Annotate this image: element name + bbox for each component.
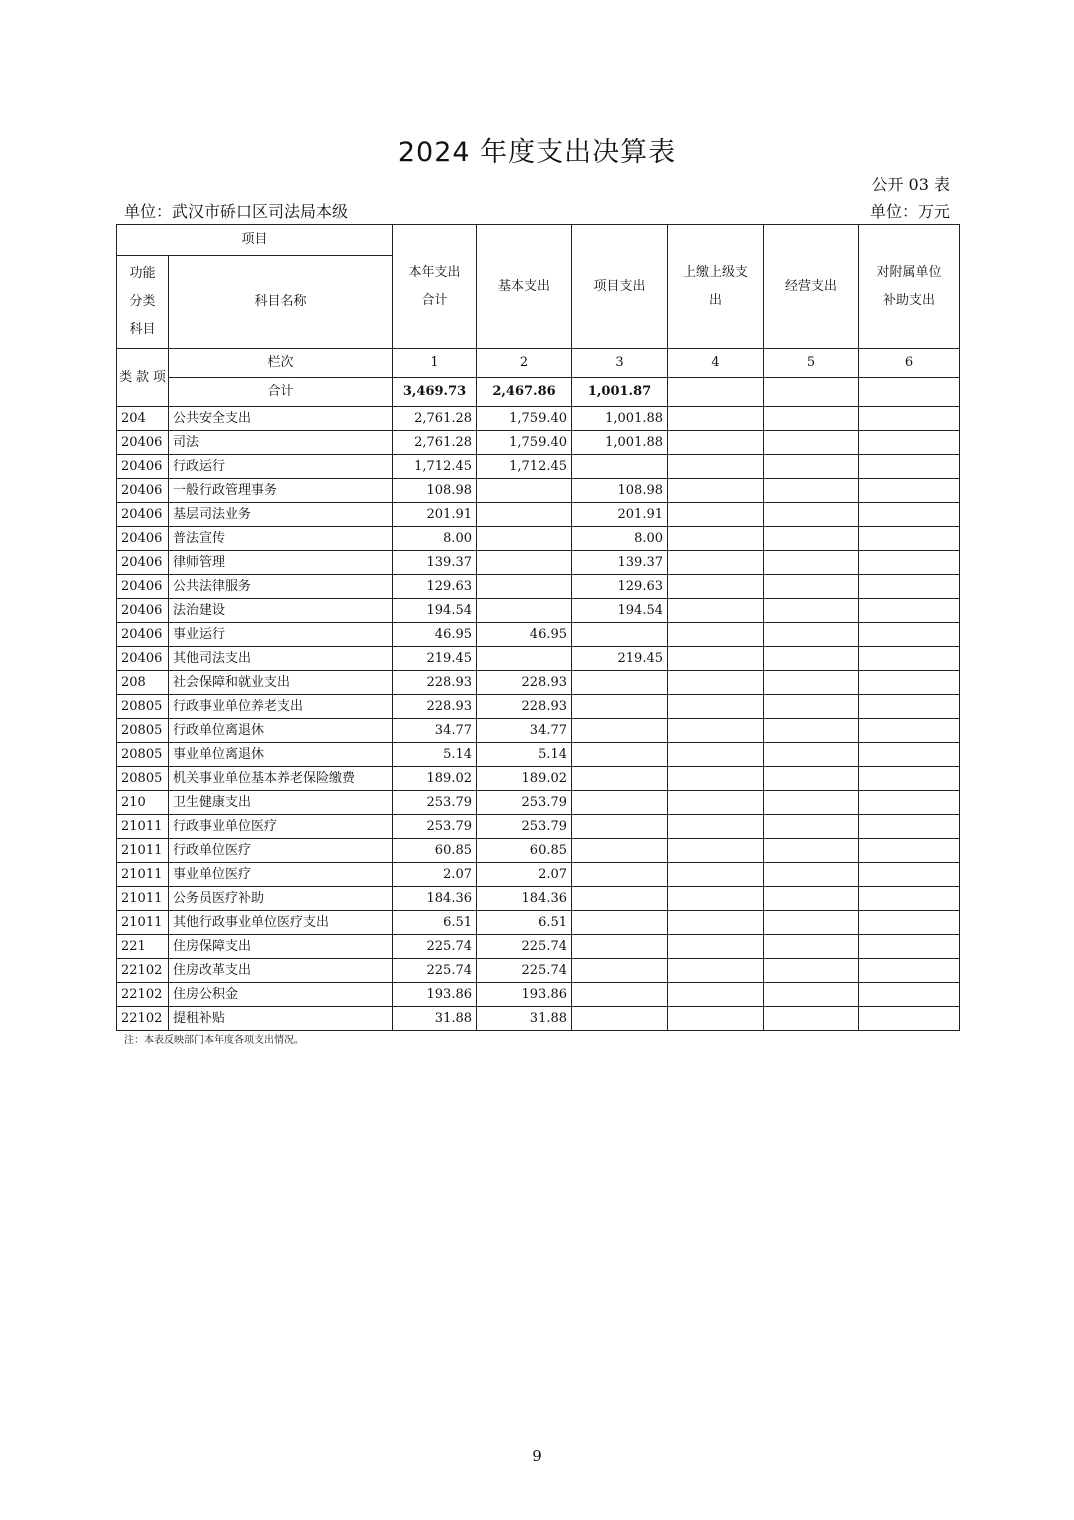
subsidiary-subsidy [859, 959, 960, 983]
project-expenditure: 139.37 [572, 551, 668, 575]
upper-remit-expenditure [668, 527, 764, 551]
total-expenditure: 1,712.45 [393, 455, 477, 479]
table-row [117, 1007, 960, 1031]
table-row [117, 455, 960, 479]
subject-code: 208 [117, 671, 169, 695]
basic-expenditure: 225.74 [477, 959, 572, 983]
basic-expenditure [477, 551, 572, 575]
total-expenditure: 194.54 [393, 599, 477, 623]
subject-code: 20406 [117, 599, 169, 623]
table-row [117, 551, 960, 575]
col5-header: 经营支出 [764, 225, 859, 349]
total-expenditure: 184.36 [393, 887, 477, 911]
subject-code: 21011 [117, 863, 169, 887]
project-expenditure [572, 791, 668, 815]
subject-name: 公共法律服务 [169, 575, 393, 599]
upper-remit-expenditure [668, 959, 764, 983]
subsidiary-subsidy [859, 743, 960, 767]
operating-expenditure [764, 695, 859, 719]
upper-remit-expenditure [668, 455, 764, 479]
subsidiary-subsidy [859, 503, 960, 527]
table-row [117, 503, 960, 527]
func-class-line2: 分类 [129, 294, 156, 309]
table-row [117, 815, 960, 839]
total-expenditure: 34.77 [393, 719, 477, 743]
operating-expenditure [764, 815, 859, 839]
operating-expenditure [764, 983, 859, 1007]
xiang-label: 项 [152, 369, 166, 385]
table-row [117, 575, 960, 599]
col4-header-line2: 出 [709, 292, 723, 308]
project-expenditure [572, 839, 668, 863]
subject-name: 行政事业单位医疗 [169, 815, 393, 839]
subsidiary-subsidy [859, 839, 960, 863]
basic-expenditure: 189.02 [477, 767, 572, 791]
total-expenditure: 5.14 [393, 743, 477, 767]
operating-expenditure [764, 623, 859, 647]
subsidiary-subsidy [859, 911, 960, 935]
subsidiary-subsidy [859, 623, 960, 647]
operating-expenditure [764, 503, 859, 527]
subsidiary-subsidy [859, 935, 960, 959]
basic-expenditure: 253.79 [477, 815, 572, 839]
total-c5 [764, 378, 859, 407]
col-index-2: 2 [477, 349, 572, 378]
class-levels-header [117, 349, 169, 407]
subject-code: 22102 [117, 959, 169, 983]
subject-name: 机关事业单位基本养老保险缴费 [169, 767, 393, 791]
subsidiary-subsidy [859, 791, 960, 815]
total-expenditure: 139.37 [393, 551, 477, 575]
operating-expenditure [764, 407, 859, 431]
func-class-header [117, 256, 169, 349]
col-index-6: 6 [859, 349, 960, 378]
operating-expenditure [764, 455, 859, 479]
col-index-4: 4 [668, 349, 764, 378]
upper-remit-expenditure [668, 743, 764, 767]
upper-remit-expenditure [668, 479, 764, 503]
subject-name: 律师管理 [169, 551, 393, 575]
total-label: 合计 [169, 378, 393, 407]
col6-header-line2: 补助支出 [883, 292, 936, 308]
basic-expenditure: 228.93 [477, 671, 572, 695]
operating-expenditure [764, 647, 859, 671]
subject-name: 行政事业单位养老支出 [169, 695, 393, 719]
project-expenditure: 1,001.88 [572, 431, 668, 455]
subject-name: 其他行政事业单位医疗支出 [169, 911, 393, 935]
upper-remit-expenditure [668, 575, 764, 599]
subject-name: 基层司法业务 [169, 503, 393, 527]
upper-remit-expenditure [668, 623, 764, 647]
table-row [117, 983, 960, 1007]
upper-remit-expenditure [668, 431, 764, 455]
page-title: 2024 年度支出决算表 [397, 137, 677, 168]
total-expenditure: 2.07 [393, 863, 477, 887]
project-expenditure [572, 815, 668, 839]
subject-name: 住房保障支出 [169, 935, 393, 959]
project-expenditure [572, 695, 668, 719]
lanci-label: 栏次 [169, 349, 393, 378]
table-row [117, 647, 960, 671]
operating-expenditure [764, 479, 859, 503]
subject-name: 社会保障和就业支出 [169, 671, 393, 695]
subject-code: 20805 [117, 743, 169, 767]
total-c1: 3,469.73 [393, 378, 477, 407]
upper-remit-expenditure [668, 839, 764, 863]
operating-expenditure [764, 887, 859, 911]
col4-header [668, 225, 764, 349]
subsidiary-subsidy [859, 863, 960, 887]
basic-expenditure: 60.85 [477, 839, 572, 863]
subject-code: 20406 [117, 455, 169, 479]
upper-remit-expenditure [668, 791, 764, 815]
operating-expenditure [764, 527, 859, 551]
total-expenditure: 31.88 [393, 1007, 477, 1031]
subject-name: 行政运行 [169, 455, 393, 479]
upper-remit-expenditure [668, 695, 764, 719]
project-expenditure [572, 743, 668, 767]
subsidiary-subsidy [859, 887, 960, 911]
subject-code: 22102 [117, 1007, 169, 1031]
operating-expenditure [764, 959, 859, 983]
subject-name: 事业单位医疗 [169, 863, 393, 887]
subject-code: 21011 [117, 911, 169, 935]
operating-expenditure [764, 575, 859, 599]
subject-name: 住房改革支出 [169, 959, 393, 983]
total-c3: 1,001.87 [572, 378, 668, 407]
total-expenditure: 201.91 [393, 503, 477, 527]
basic-expenditure: 193.86 [477, 983, 572, 1007]
project-expenditure [572, 935, 668, 959]
table-row [117, 863, 960, 887]
total-expenditure: 2,761.28 [393, 407, 477, 431]
basic-expenditure [477, 503, 572, 527]
subject-name: 一般行政管理事务 [169, 479, 393, 503]
table-row [117, 911, 960, 935]
subject-name: 公务员医疗补助 [169, 887, 393, 911]
kuan-label: 款 [135, 369, 149, 385]
subject-code: 221 [117, 935, 169, 959]
upper-remit-expenditure [668, 863, 764, 887]
project-header: 项目 [117, 225, 393, 256]
subject-name-header: 科目名称 [169, 256, 393, 349]
subject-code: 21011 [117, 887, 169, 911]
table-row [117, 407, 960, 431]
subsidiary-subsidy [859, 719, 960, 743]
project-expenditure: 129.63 [572, 575, 668, 599]
total-expenditure: 6.51 [393, 911, 477, 935]
basic-expenditure: 1,759.40 [477, 407, 572, 431]
upper-remit-expenditure [668, 1007, 764, 1031]
col2-header: 基本支出 [477, 225, 572, 349]
subject-name: 卫生健康支出 [169, 791, 393, 815]
basic-expenditure: 184.36 [477, 887, 572, 911]
operating-expenditure [764, 863, 859, 887]
upper-remit-expenditure [668, 551, 764, 575]
table-row [117, 743, 960, 767]
upper-remit-expenditure [668, 911, 764, 935]
upper-remit-expenditure [668, 935, 764, 959]
subject-code: 204 [117, 407, 169, 431]
basic-expenditure: 1,712.45 [477, 455, 572, 479]
project-expenditure [572, 623, 668, 647]
table-row [117, 527, 960, 551]
table-row [117, 791, 960, 815]
total-expenditure: 253.79 [393, 815, 477, 839]
subject-code: 21011 [117, 839, 169, 863]
total-c4 [668, 378, 764, 407]
subsidiary-subsidy [859, 551, 960, 575]
operating-expenditure [764, 743, 859, 767]
page-number: 9 [532, 1447, 542, 1465]
subject-code: 20406 [117, 479, 169, 503]
subsidiary-subsidy [859, 407, 960, 431]
total-expenditure: 193.86 [393, 983, 477, 1007]
project-expenditure [572, 959, 668, 983]
total-expenditure: 219.45 [393, 647, 477, 671]
subsidiary-subsidy [859, 1007, 960, 1031]
subsidiary-subsidy [859, 599, 960, 623]
basic-expenditure: 6.51 [477, 911, 572, 935]
subsidiary-subsidy [859, 815, 960, 839]
subject-name: 事业单位离退休 [169, 743, 393, 767]
reporting-unit: 单位：武汉市硚口区司法局本级 [124, 202, 349, 221]
total-expenditure: 189.02 [393, 767, 477, 791]
operating-expenditure [764, 599, 859, 623]
subsidiary-subsidy [859, 983, 960, 1007]
subsidiary-subsidy [859, 767, 960, 791]
subsidiary-subsidy [859, 671, 960, 695]
table-row [117, 935, 960, 959]
total-expenditure: 253.79 [393, 791, 477, 815]
col1-header [393, 225, 477, 349]
table-note: 注：本表反映部门本年度各项支出情况。 [124, 1035, 304, 1046]
total-c6 [859, 378, 960, 407]
subject-name: 行政单位医疗 [169, 839, 393, 863]
func-class-line3: 科目 [129, 322, 156, 337]
basic-expenditure: 225.74 [477, 935, 572, 959]
total-expenditure: 108.98 [393, 479, 477, 503]
total-c2: 2,467.86 [477, 378, 572, 407]
col6-header [859, 225, 960, 349]
table-row [117, 431, 960, 455]
operating-expenditure [764, 719, 859, 743]
subject-code: 20406 [117, 575, 169, 599]
col-index-1: 1 [393, 349, 477, 378]
currency-unit: 单位：万元 [869, 202, 950, 221]
basic-expenditure: 1,759.40 [477, 431, 572, 455]
basic-expenditure [477, 575, 572, 599]
subject-code: 20805 [117, 767, 169, 791]
operating-expenditure [764, 791, 859, 815]
subsidiary-subsidy [859, 431, 960, 455]
total-expenditure: 228.93 [393, 695, 477, 719]
project-expenditure [572, 1007, 668, 1031]
upper-remit-expenditure [668, 887, 764, 911]
project-expenditure [572, 671, 668, 695]
subject-name: 司法 [169, 431, 393, 455]
col-index-3: 3 [572, 349, 668, 378]
upper-remit-expenditure [668, 719, 764, 743]
table-row [117, 767, 960, 791]
basic-expenditure [477, 479, 572, 503]
subject-name: 事业运行 [169, 623, 393, 647]
basic-expenditure: 228.93 [477, 695, 572, 719]
expenditure-table [116, 224, 960, 1031]
subsidiary-subsidy [859, 527, 960, 551]
operating-expenditure [764, 767, 859, 791]
form-number: 公开 03 表 [871, 175, 950, 194]
operating-expenditure [764, 431, 859, 455]
col1-header-line2: 合计 [421, 292, 448, 308]
subject-code: 20406 [117, 551, 169, 575]
operating-expenditure [764, 935, 859, 959]
project-expenditure [572, 911, 668, 935]
subject-name: 住房公积金 [169, 983, 393, 1007]
project-expenditure: 201.91 [572, 503, 668, 527]
subsidiary-subsidy [859, 695, 960, 719]
table-row [117, 479, 960, 503]
col4-header-line1: 上缴上级支 [683, 264, 749, 280]
func-class-line1: 功能 [129, 266, 156, 281]
project-expenditure: 194.54 [572, 599, 668, 623]
table-row [117, 599, 960, 623]
basic-expenditure: 31.88 [477, 1007, 572, 1031]
total-expenditure: 2,761.28 [393, 431, 477, 455]
subject-code: 20805 [117, 695, 169, 719]
col1-header-line1: 本年支出 [408, 264, 461, 280]
table-row [117, 839, 960, 863]
subject-name: 提租补贴 [169, 1007, 393, 1031]
total-expenditure: 129.63 [393, 575, 477, 599]
subject-name: 法治建设 [169, 599, 393, 623]
subject-name: 其他司法支出 [169, 647, 393, 671]
operating-expenditure [764, 551, 859, 575]
project-expenditure [572, 863, 668, 887]
table-row [117, 887, 960, 911]
total-expenditure: 225.74 [393, 959, 477, 983]
operating-expenditure [764, 911, 859, 935]
project-expenditure: 8.00 [572, 527, 668, 551]
subject-code: 20406 [117, 431, 169, 455]
upper-remit-expenditure [668, 407, 764, 431]
subject-code: 22102 [117, 983, 169, 1007]
col6-header-line1: 对附属单位 [876, 264, 942, 280]
col3-header: 项目支出 [572, 225, 668, 349]
col-index-5: 5 [764, 349, 859, 378]
basic-expenditure: 2.07 [477, 863, 572, 887]
operating-expenditure [764, 1007, 859, 1031]
total-expenditure: 8.00 [393, 527, 477, 551]
total-expenditure: 228.93 [393, 671, 477, 695]
subject-name: 行政单位离退休 [169, 719, 393, 743]
subject-code: 20406 [117, 503, 169, 527]
subsidiary-subsidy [859, 479, 960, 503]
total-expenditure: 225.74 [393, 935, 477, 959]
basic-expenditure: 253.79 [477, 791, 572, 815]
upper-remit-expenditure [668, 647, 764, 671]
subject-code: 20406 [117, 527, 169, 551]
operating-expenditure [764, 671, 859, 695]
table-row [117, 959, 960, 983]
project-expenditure [572, 887, 668, 911]
project-expenditure [572, 719, 668, 743]
subsidiary-subsidy [859, 647, 960, 671]
operating-expenditure [764, 839, 859, 863]
upper-remit-expenditure [668, 671, 764, 695]
basic-expenditure: 34.77 [477, 719, 572, 743]
project-expenditure: 219.45 [572, 647, 668, 671]
upper-remit-expenditure [668, 767, 764, 791]
project-expenditure [572, 455, 668, 479]
table-row [117, 623, 960, 647]
subject-name: 普法宣传 [169, 527, 393, 551]
subsidiary-subsidy [859, 575, 960, 599]
subject-code: 21011 [117, 815, 169, 839]
subject-code: 20406 [117, 647, 169, 671]
upper-remit-expenditure [668, 815, 764, 839]
basic-expenditure [477, 527, 572, 551]
total-expenditure: 60.85 [393, 839, 477, 863]
project-expenditure [572, 983, 668, 1007]
basic-expenditure [477, 599, 572, 623]
upper-remit-expenditure [668, 983, 764, 1007]
subject-code: 20406 [117, 623, 169, 647]
table-row [117, 671, 960, 695]
total-expenditure: 46.95 [393, 623, 477, 647]
subsidiary-subsidy [859, 455, 960, 479]
table-row [117, 719, 960, 743]
lei-label: 类 [119, 369, 133, 385]
table-row [117, 695, 960, 719]
project-expenditure: 1,001.88 [572, 407, 668, 431]
subject-name: 公共安全支出 [169, 407, 393, 431]
project-expenditure: 108.98 [572, 479, 668, 503]
upper-remit-expenditure [668, 503, 764, 527]
basic-expenditure: 46.95 [477, 623, 572, 647]
subject-code: 20805 [117, 719, 169, 743]
basic-expenditure: 5.14 [477, 743, 572, 767]
subject-code: 210 [117, 791, 169, 815]
project-expenditure [572, 767, 668, 791]
basic-expenditure [477, 647, 572, 671]
upper-remit-expenditure [668, 599, 764, 623]
